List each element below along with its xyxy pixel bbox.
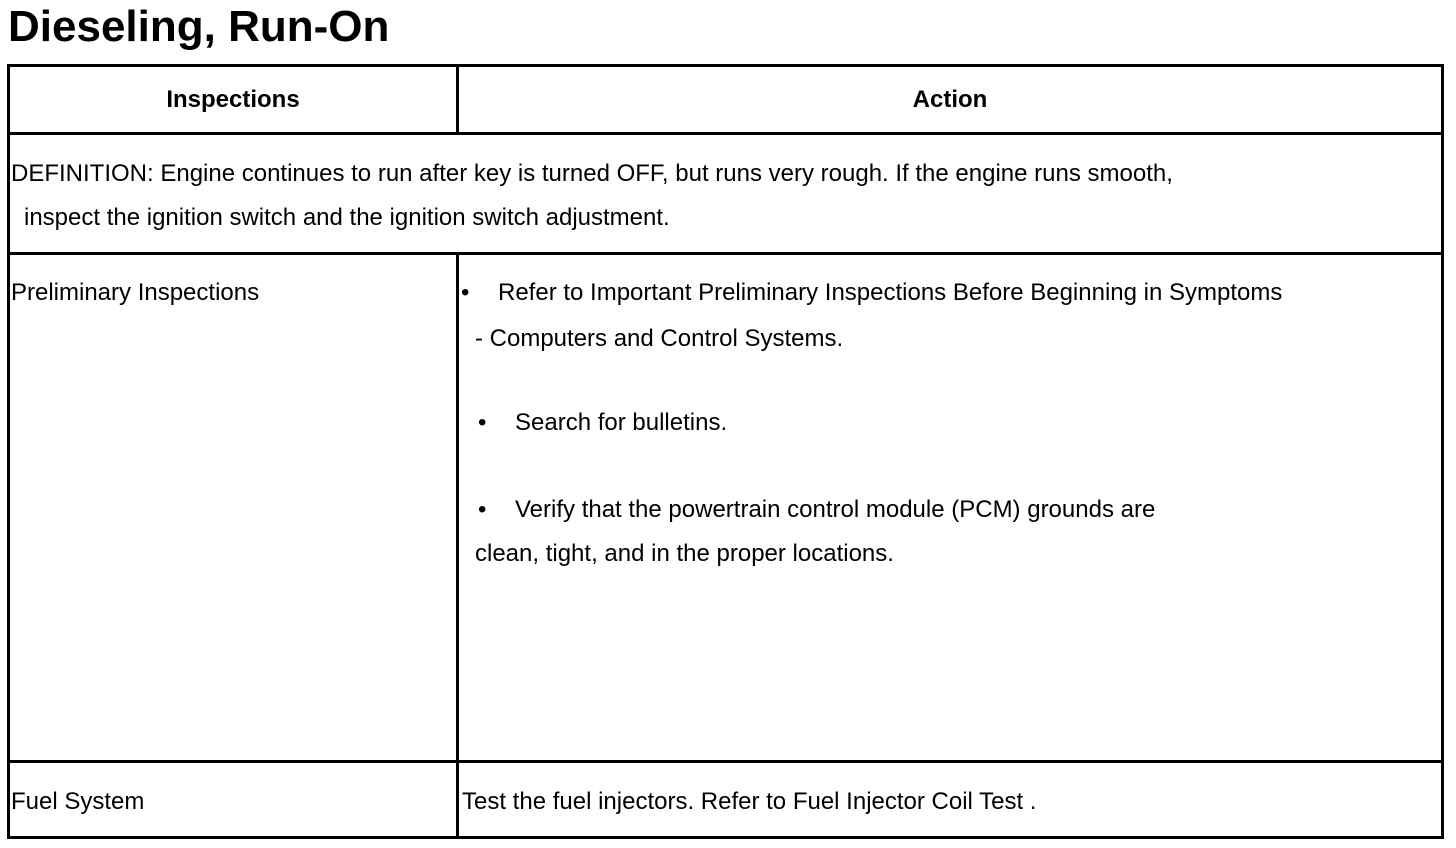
header-inspections: Inspections	[166, 86, 300, 113]
row-preliminary-inspection: Preliminary Inspections	[11, 279, 260, 306]
action-bullet-2: Search for bulletins.	[515, 409, 728, 436]
definition-line-2: inspect the ignition switch and the ignition switch adjustment.	[24, 204, 670, 231]
definition-divider	[7, 252, 1444, 255]
column-divider-body	[456, 252, 459, 839]
table-border-left	[7, 64, 10, 839]
action-bullet-3-line-1: Verify that the powertrain control module (PCM) grounds are	[515, 496, 1156, 523]
action-bullet-3-line-2: clean, tight, and in the proper locations.	[475, 540, 894, 567]
table-border-right	[1441, 64, 1444, 839]
action-bullet-1-line-2: - Computers and Control Systems.	[475, 325, 844, 352]
table-border-bottom	[7, 836, 1444, 839]
bullet-3-icon: •	[478, 496, 487, 523]
definition-line-1: DEFINITION: Engine continues to run after key is turned OFF, but runs very rough. If the engine runs smooth,	[11, 160, 1173, 187]
row-fuel-system-inspection: Fuel System	[11, 788, 145, 815]
header-divider	[7, 132, 1444, 135]
action-bullet-1-line-1: Refer to Important Preliminary Inspections Before Beginning in Symptoms	[498, 279, 1283, 306]
row-fuel-system-action: Test the fuel injectors. Refer to Fuel Injector Coil Test .	[462, 788, 1037, 815]
bullet-2-icon: •	[478, 409, 487, 436]
bullet-1-icon: •	[461, 279, 470, 306]
header-action: Action	[912, 86, 988, 113]
row-divider	[7, 760, 1444, 763]
page-title: Dieseling, Run-On	[8, 2, 390, 51]
table-border-top	[7, 64, 1444, 67]
